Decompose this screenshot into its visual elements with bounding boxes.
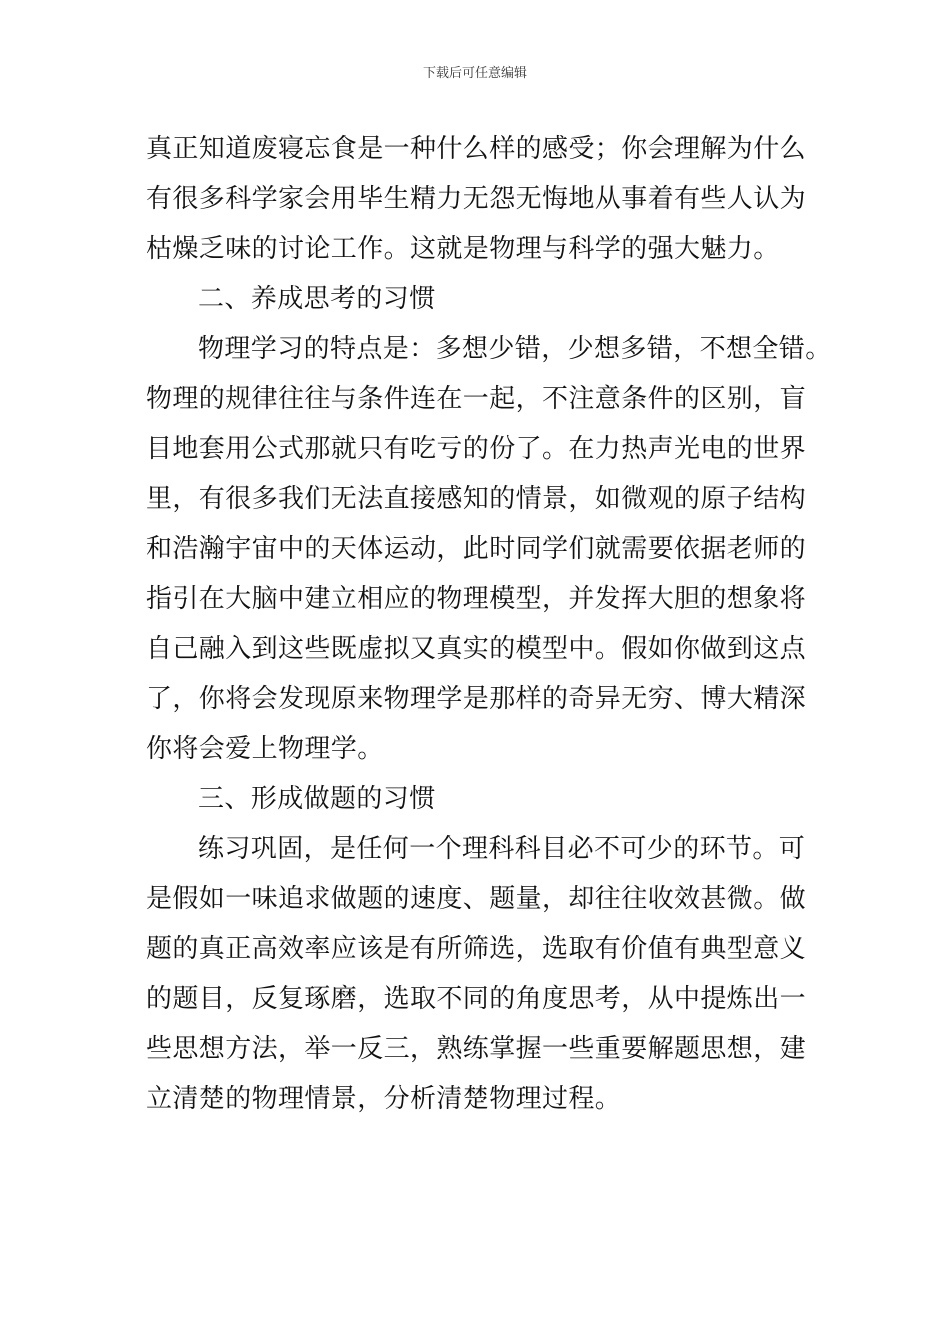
- text-line: 有很多科学家会用毕生精力无怨无悔地从事着有些人认为: [146, 184, 807, 214]
- text-line: 立清楚的物理情景，分析清楚物理过程。: [146, 1084, 622, 1114]
- text-line: 些思想方法，举一反三，熟练掌握一些重要解题思想，建: [146, 1034, 807, 1064]
- text-line: 真正知道废寝忘食是一种什么样的感受；你会理解为什么: [146, 134, 807, 164]
- text-line: 自己融入到这些既虚拟又真实的模型中。假如你做到这点: [146, 634, 807, 664]
- text-line: 是假如一味追求做题的速度、题量，却往往收效甚微。做: [146, 884, 807, 914]
- text-line: 里，有很多我们无法直接感知的情景，如微观的原子结构: [146, 484, 807, 514]
- page-header: 下载后可任意编辑: [422, 66, 527, 81]
- text-line: 了，你将会发现原来物理学是那样的奇异无穷、博大精深: [146, 684, 807, 714]
- text-line: 枯燥乏味的讨论工作。这就是物理与科学的强大魅力。: [146, 234, 780, 264]
- section-heading: 三、形成做题的习惯: [198, 784, 436, 814]
- text-line: 和浩瀚宇宙中的天体运动，此时同学们就需要依据老师的: [146, 534, 807, 564]
- section-heading: 二、养成思考的习惯: [198, 284, 436, 314]
- text-line: 物理的规律往往与条件连在一起，不注意条件的区别，盲: [146, 384, 807, 414]
- text-line: 题的真正高效率应该是有所筛选，选取有价值有典型意义: [146, 934, 807, 964]
- text-line: 物理学习的特点是：多想少错，少想多错，不想全错。: [198, 334, 832, 364]
- text-line: 的题目，反复琢磨，选取不同的角度思考，从中提炼出一: [146, 984, 807, 1014]
- text-line: 目地套用公式那就只有吃亏的份了。在力热声光电的世界: [146, 434, 807, 464]
- text-line: 练习巩固，是任何一个理科科目必不可少的环节。可: [198, 834, 806, 864]
- text-line: 你将会爱上物理学。: [146, 734, 384, 764]
- document-body: [146, 124, 832, 1124]
- text-line: 指引在大脑中建立相应的物理模型，并发挥大胆的想象将: [146, 584, 807, 614]
